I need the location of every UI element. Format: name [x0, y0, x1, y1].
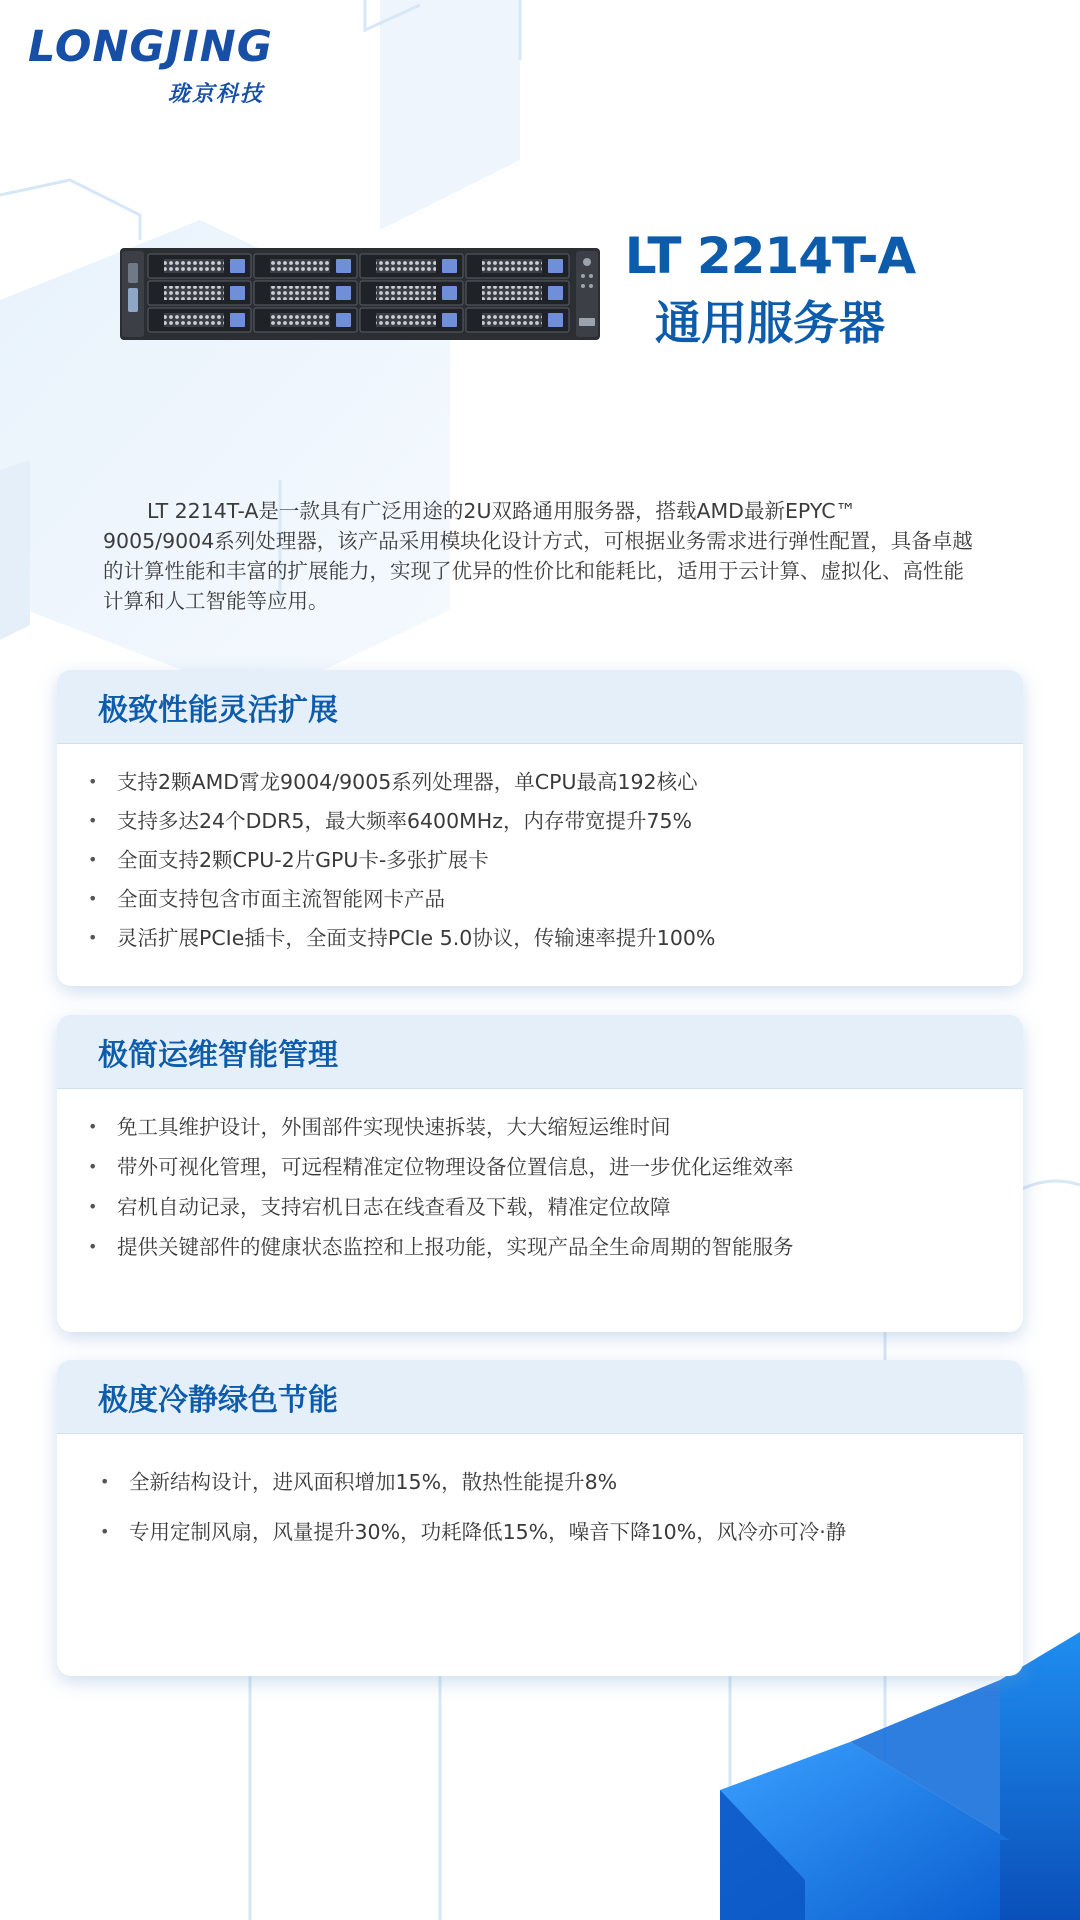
- drive-bay-vent: [482, 286, 542, 300]
- feature-item: • 宕机自动记录，支持宕机日志在线查看及下载，精准定位故障: [88, 1193, 1023, 1221]
- drive-bay-latch: [442, 313, 457, 327]
- feature-card-management: [57, 1015, 1023, 1332]
- drive-bay-latch: [230, 286, 245, 300]
- drive-bay-latch: [548, 313, 563, 327]
- logo-wordmark: LONGJING: [28, 22, 273, 72]
- product-type: 通用服务器: [655, 295, 885, 350]
- drive-bay-vent: [164, 286, 224, 300]
- server-front-image: [120, 248, 600, 340]
- feature-item: • 提供关键部件的健康状态监控和上报功能，实现产品全生命周期的智能服务: [88, 1233, 1023, 1261]
- feature-item: • 专用定制风扇，风量提升30%，功耗降低15%，噪音下降10%，风冷亦可冷·静: [100, 1518, 1023, 1546]
- drive-bay-latch: [442, 259, 457, 273]
- feature-list: [57, 1089, 1023, 1261]
- feature-card-title: 极致性能灵活扩展: [98, 692, 338, 728]
- feature-card-header: [57, 1015, 1023, 1089]
- drive-bay-latch: [230, 313, 245, 327]
- feature-card-performance: [57, 670, 1023, 986]
- drive-bay-vent: [376, 286, 436, 300]
- drive-bay-vent: [164, 259, 224, 273]
- feature-item: • 支持多达24个DDR5，最大频率6400MHz，内存带宽提升75%: [88, 807, 1023, 835]
- feature-list: [57, 1434, 1023, 1546]
- drive-bay-vent: [482, 313, 542, 327]
- product-title: [600, 225, 940, 354]
- logo-chinese-name: 珑京科技: [168, 82, 265, 107]
- brand-logo: [28, 22, 288, 108]
- feature-item: • 带外可视化管理，可远程精准定位物理设备位置信息，进一步优化运维效率: [88, 1153, 1023, 1181]
- drive-bay-latch: [336, 313, 351, 327]
- product-intro: LT 2214T-A是一款具有广泛用途的2U双路通用服务器，搭载AMD最新EPYC™ 9005/9004系列处理器，该产品采用模块化设计方式，可根据业务需求进行弹性配置，具备卓越的计算性能和丰富的扩展能力，实现了优异的性价比和能耗比，适用于云计算、虚拟化、高性能计算和人工智能等应用。: [103, 499, 973, 613]
- drive-bay-latch: [230, 259, 245, 273]
- feature-card-title: 极简运维智能管理: [98, 1037, 338, 1073]
- feature-item: • 灵活扩展PCIe插卡，全面支持PCIe 5.0协议，传输速率提升100%: [88, 924, 1023, 952]
- drive-bay-vent: [376, 259, 436, 273]
- drive-bay-vent: [270, 286, 330, 300]
- drive-bay-latch: [336, 259, 351, 273]
- drive-bay-latch: [548, 286, 563, 300]
- drive-bay-vent: [376, 313, 436, 327]
- feature-card-header: [57, 1360, 1023, 1434]
- feature-item: • 支持2颗AMD霄龙9004/9005系列处理器，单CPU最高192核心: [88, 768, 1023, 796]
- feature-card-title: 极度冷静绿色节能: [98, 1382, 338, 1418]
- product-model: LT 2214T-A: [624, 227, 916, 285]
- feature-item: • 免工具维护设计，外围部件实现快速拆装，大大缩短运维时间: [88, 1113, 1023, 1141]
- drive-bay-latch: [336, 286, 351, 300]
- feature-item: • 全面支持包含市面主流智能网卡产品: [88, 885, 1023, 913]
- feature-item: • 全新结构设计，进风面积增加15%，散热性能提升8%: [100, 1468, 1023, 1496]
- drive-bay-vent: [270, 259, 330, 273]
- drive-bay-latch: [548, 259, 563, 273]
- drive-bay-latch: [442, 286, 457, 300]
- drive-bay-vent: [482, 259, 542, 273]
- drive-bay-vent: [164, 313, 224, 327]
- drive-bay-vent: [270, 313, 330, 327]
- feature-list: [57, 744, 1023, 952]
- feature-item: • 全面支持2颗CPU-2片GPU卡-多张扩展卡: [88, 846, 1023, 874]
- feature-card-cooling: [57, 1360, 1023, 1676]
- feature-card-header: [57, 670, 1023, 744]
